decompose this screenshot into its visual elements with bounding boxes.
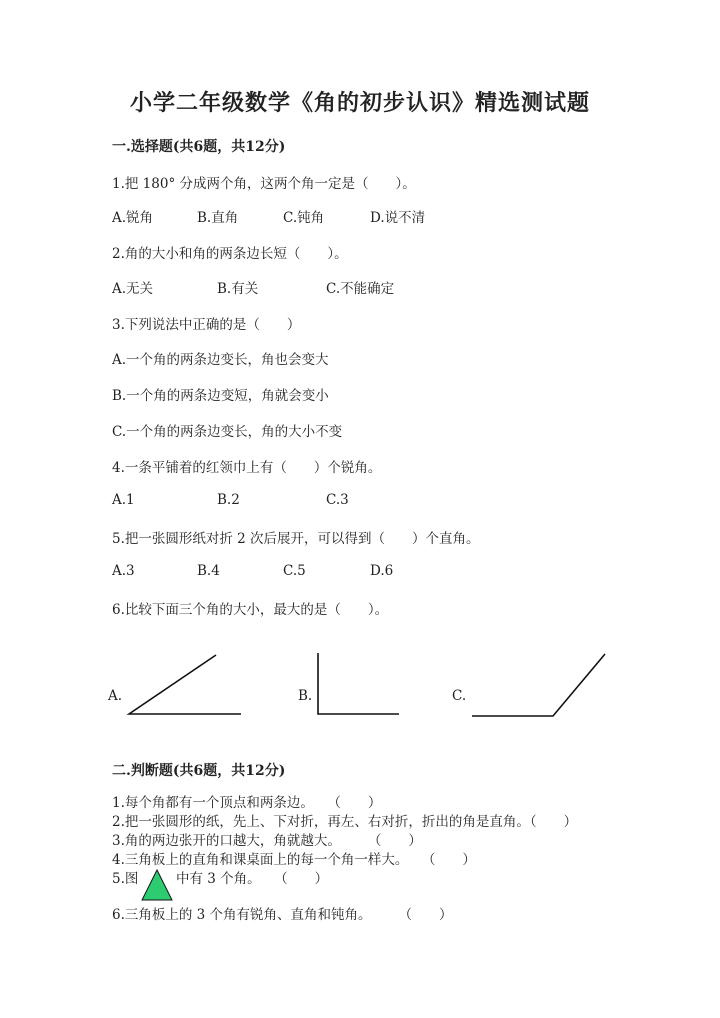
question-6-stem: 6.比较下面三个角的大小，最大的是（ ）。 (112, 602, 389, 618)
question-1-stem: 1.把 180° 分成两个角，这两个角一定是（ ）。 (112, 176, 416, 192)
question-2-stem: 2.角的大小和角的两条边长短（ ）。 (112, 246, 348, 262)
judgement-item-3: 3.角的两边张开的口越大，角就越大。 （ ） (112, 833, 422, 849)
question-3-option-a: A.一个角的两条边变长，角也会变大 (112, 352, 329, 368)
question-4-stem: 4.一条平铺着的红领巾上有（ ）个锐角。 (112, 460, 382, 476)
question-5-option-b: B.4 (197, 563, 220, 579)
question-1-option-c: C.钝角 (283, 210, 325, 226)
question-2-option-c: C.不能确定 (326, 281, 395, 297)
judgement-item-2: 2.把一张圆形的纸，先上、下对折，再左、右对折，折出的角是直角。（ ） (112, 814, 578, 830)
question-4-option-c: C.3 (326, 492, 349, 508)
section-heading-choice: 一.选择题(共6题，共12分) (112, 139, 286, 155)
question-3-option-c: C.一个角的两条边变长，角的大小不变 (112, 424, 343, 440)
question-6-option-b: B. (298, 688, 313, 704)
question-3-option-b: B.一个角的两条边变短，角就会变小 (112, 388, 329, 404)
triangle-figure (140, 868, 174, 902)
angle-b-right (318, 653, 399, 714)
question-4-option-b: B.2 (217, 492, 240, 508)
question-1-option-a: A.锐角 (112, 210, 154, 226)
angle-a-acute (129, 655, 241, 714)
judgement-item-4: 4.三角板上的直角和课桌面上的每一个角一样大。 （ ） (112, 852, 476, 868)
question-5-option-d: D.6 (370, 563, 394, 579)
question-5-option-a: A.3 (112, 563, 135, 579)
question-1-option-b: B.直角 (197, 210, 239, 226)
page-title: 小学二年级数学《角的初步认识》精选测试题 (129, 90, 590, 116)
angle-c-obtuse (472, 654, 605, 716)
question-2-option-a: A.无关 (112, 281, 154, 297)
question-4-option-a: A.1 (112, 492, 135, 508)
judgement-item-5-prefix: 5.图 (112, 871, 139, 887)
judgement-item-6: 6.三角板上的 3 个角有锐角、直角和钝角。 （ ） (112, 907, 453, 923)
question-2-option-b: B.有关 (217, 281, 259, 297)
question-5-option-c: C.5 (283, 563, 306, 579)
question-6-option-a: A. (108, 688, 123, 704)
question-1-option-d: D.说不清 (370, 210, 426, 226)
judgement-item-5-suffix: 中有 3 个角。 （ ） (176, 871, 329, 887)
judgement-item-1: 1.每个角都有一个顶点和两条边。 （ ） (112, 795, 382, 811)
question-3-stem: 3.下列说法中正确的是（ ） (112, 317, 301, 333)
question-6-option-c: C. (452, 688, 467, 704)
question-5-stem: 5.把一张圆形纸对折 2 次后展开，可以得到（ ）个直角。 (112, 531, 480, 547)
section-heading-judgement: 二.判断题(共6题，共12分) (112, 763, 286, 779)
